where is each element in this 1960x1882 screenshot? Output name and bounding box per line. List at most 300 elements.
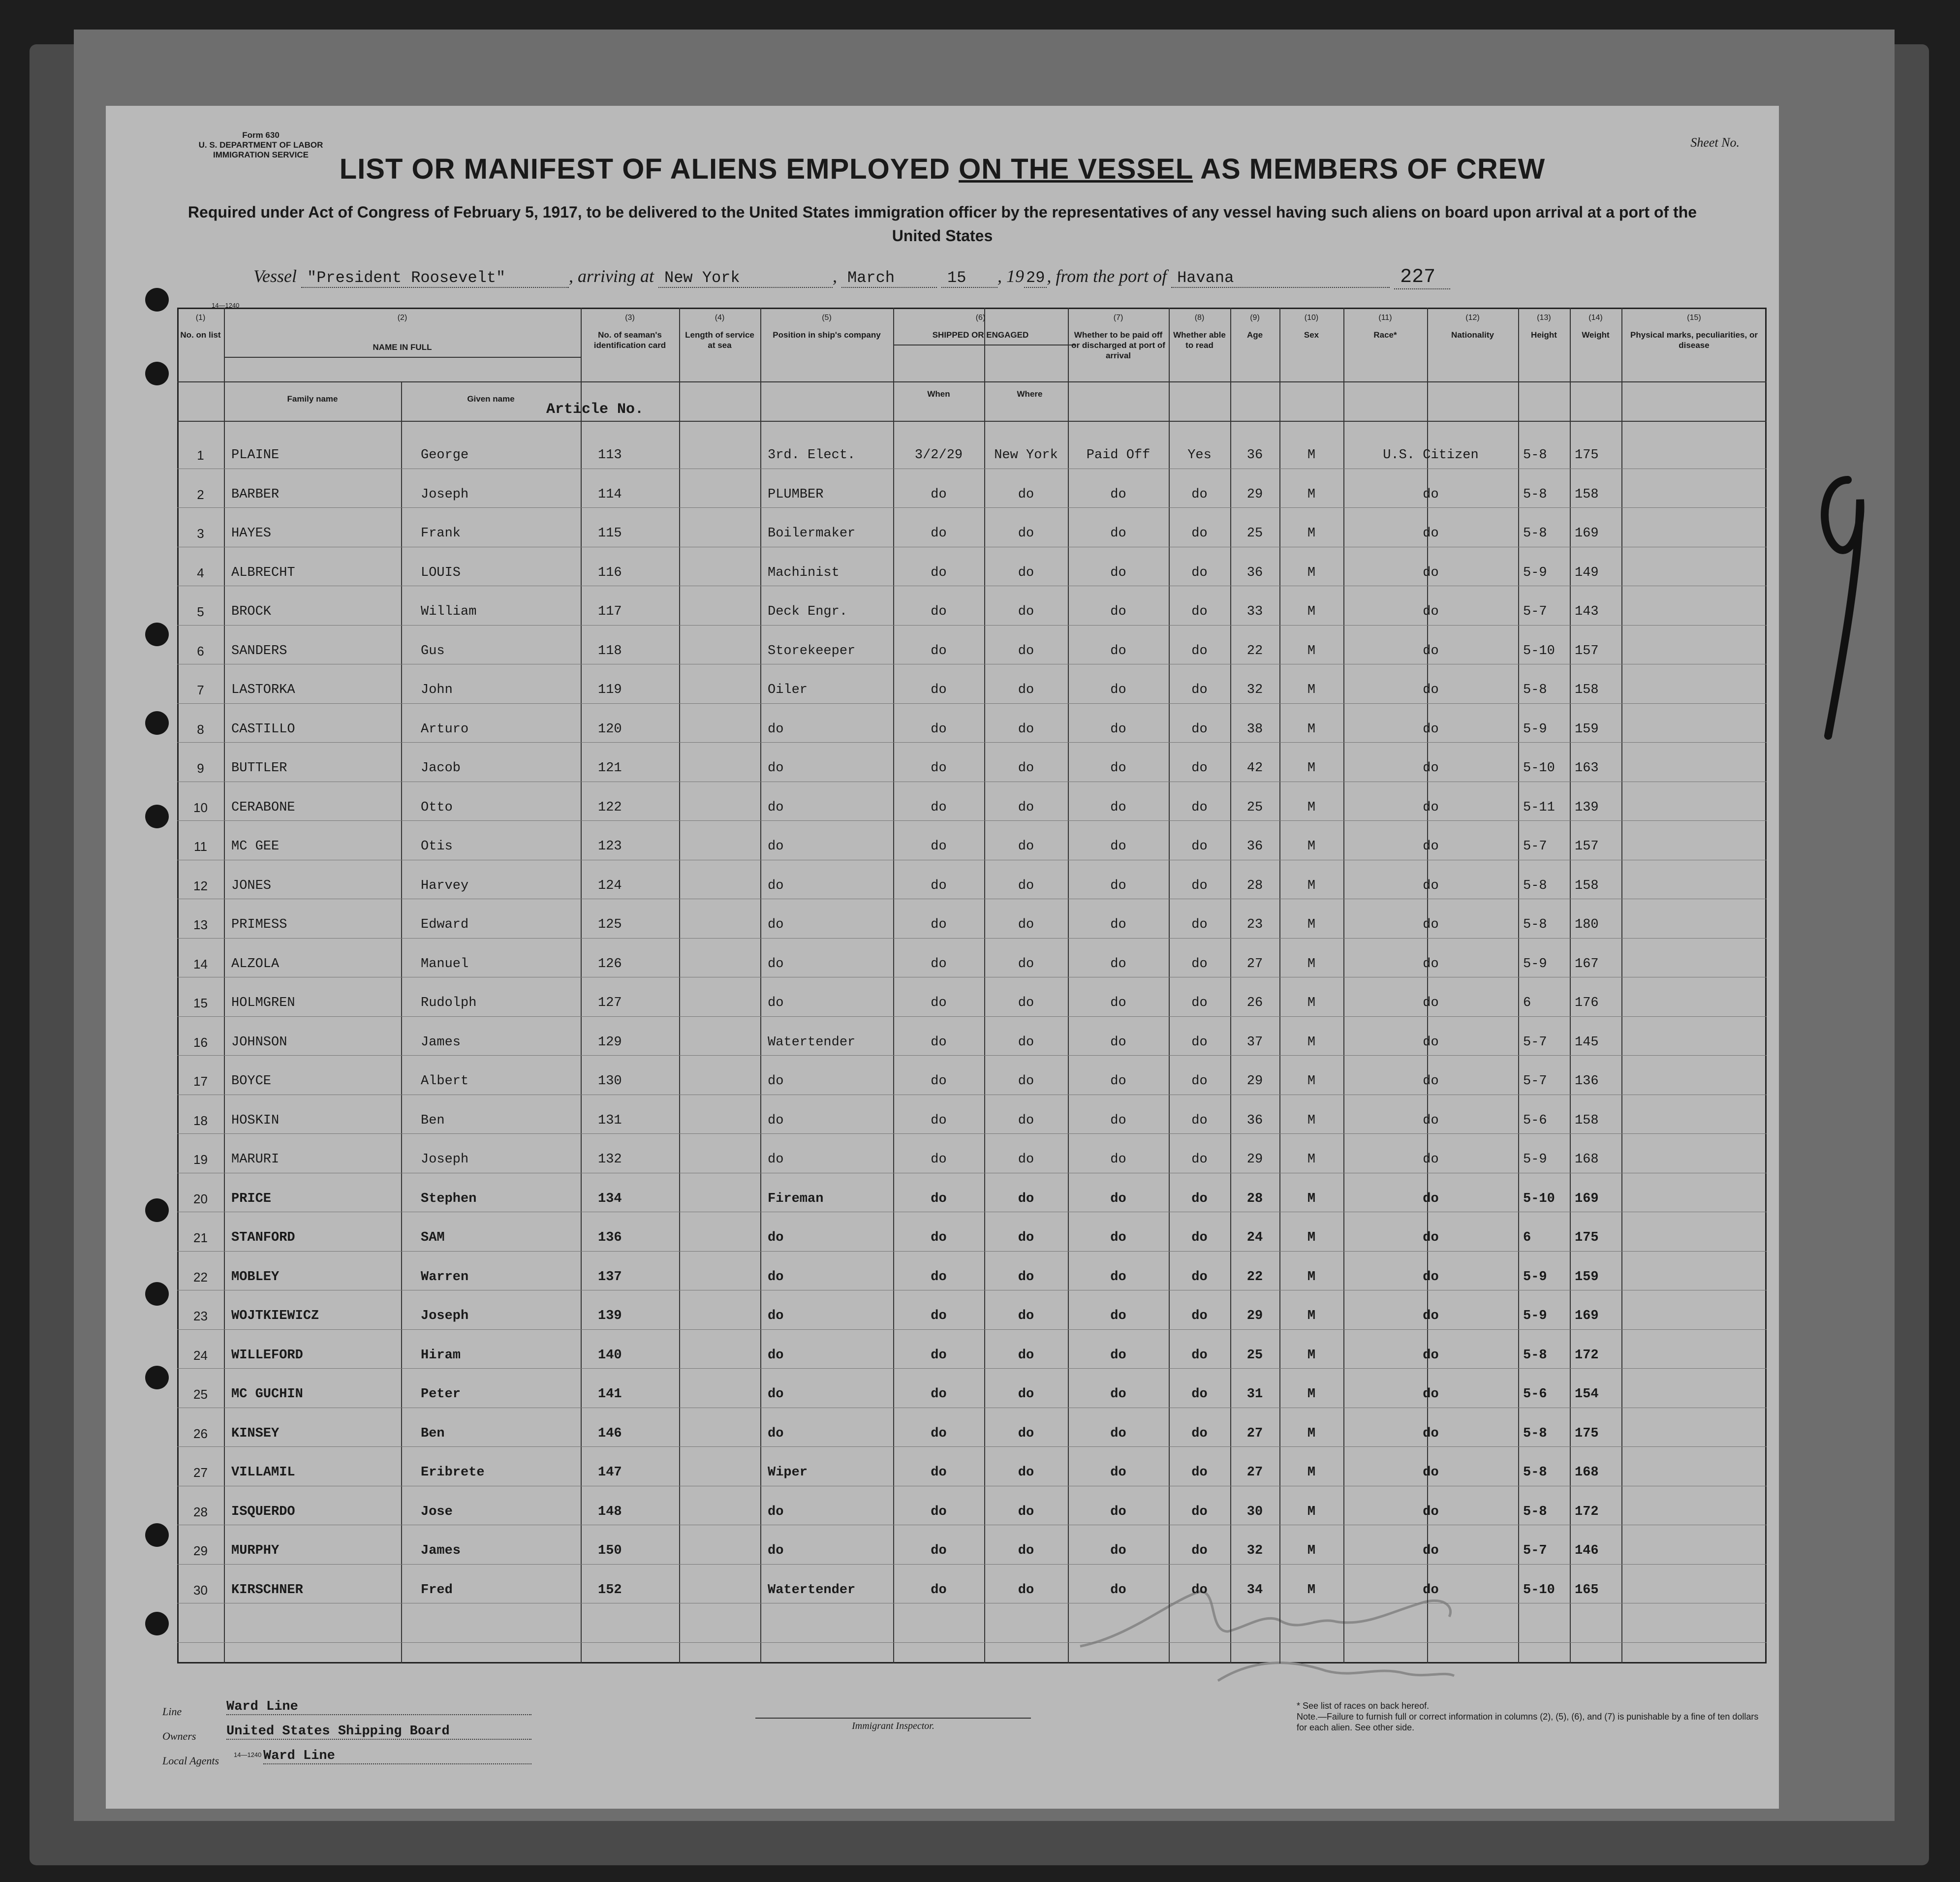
cell-position: Watertender [768, 1035, 856, 1050]
immigrant-inspector-line: Immigrant Inspector. [755, 1718, 1031, 1732]
cell-where: do [1018, 565, 1034, 580]
cell-family: ALZOLA [231, 957, 280, 972]
cell-age: 23 [1246, 917, 1263, 932]
cell-when: do [931, 1348, 947, 1363]
cell-race: do [1423, 683, 1439, 697]
footnote-penalty: Note.—Failure to furnish full or correct information in columns (2), (5), (6), and (7) is punishable by a fine of ten dollars for each alien. See other side. [1297, 1712, 1759, 1732]
local-agents-value: Ward Line [263, 1749, 531, 1764]
cell-read: do [1191, 1426, 1208, 1441]
cell-paid: do [1110, 487, 1126, 502]
cell-when: do [931, 1192, 947, 1206]
cell-height: 5-9 [1523, 565, 1547, 580]
article-number-label: Article No. [546, 401, 644, 418]
cell-card: 139 [598, 1309, 622, 1323]
port-of-arrival: New York [658, 269, 833, 288]
cell-read: do [1191, 1230, 1208, 1245]
cell-card: 115 [598, 526, 622, 541]
cell-family: KINSEY [231, 1426, 280, 1441]
cell-position: Boilermaker [768, 526, 856, 541]
row-rule [177, 625, 1767, 626]
cell-family: HOSKIN [231, 1113, 280, 1128]
cell-sex: M [1307, 878, 1316, 893]
row-rule [177, 1133, 1767, 1134]
cell-sex: M [1307, 1230, 1316, 1245]
column-header-family-name: Family name [287, 394, 338, 404]
cell-position: Fireman [768, 1192, 824, 1206]
cell-race: do [1423, 1113, 1439, 1128]
form-code: 14—1240 [212, 302, 240, 309]
cell-card: 118 [598, 644, 622, 659]
cell-no: 8 [197, 722, 204, 737]
cell-age: 36 [1246, 839, 1263, 854]
cell-race: do [1423, 1230, 1439, 1245]
cell-read: do [1191, 761, 1208, 776]
cell-weight: 158 [1575, 878, 1599, 893]
cell-paid: do [1110, 761, 1126, 776]
cell-no: 9 [197, 761, 204, 776]
column-header-c14: Weight [1582, 330, 1610, 340]
cell-no: 5 [197, 604, 204, 619]
cell-height: 5-7 [1523, 1543, 1547, 1558]
cell-when: do [931, 996, 947, 1010]
cell-where: do [1018, 1309, 1034, 1323]
cell-read: do [1191, 917, 1208, 932]
cell-sex: M [1307, 1309, 1316, 1323]
cell-weight: 159 [1575, 1270, 1599, 1285]
cell-read: do [1191, 1035, 1208, 1050]
cell-paid: do [1110, 1113, 1126, 1128]
cell-no: 26 [193, 1426, 208, 1441]
cell-card: 124 [598, 878, 622, 893]
cell-sex: M [1307, 1387, 1316, 1402]
cell-height: 5-10 [1523, 761, 1555, 776]
cell-when: do [931, 1426, 947, 1441]
column-number-c1: (1) [195, 314, 206, 322]
cell-race: do [1423, 1583, 1439, 1598]
cell-where: do [1018, 996, 1034, 1010]
column-number-c5: (5) [822, 314, 832, 322]
column-number-c9: (9) [1250, 314, 1260, 322]
cell-paid: do [1110, 996, 1126, 1010]
cell-where: do [1018, 839, 1034, 854]
row-rule [177, 938, 1767, 939]
cell-race: do [1423, 1387, 1439, 1402]
column-header-c5: Position in ship's company [773, 330, 881, 340]
cell-no: 30 [193, 1583, 208, 1598]
column-number-c2: (2) [397, 314, 407, 322]
cell-where: do [1018, 683, 1034, 697]
column-header-c7: Whether to be paid off or discharged at port of arrival [1071, 330, 1165, 360]
cell-position: do [768, 1426, 784, 1441]
cell-sex: M [1307, 1035, 1316, 1050]
column-divider [224, 308, 225, 1663]
cell-paid: do [1110, 800, 1126, 815]
cell-where: do [1018, 526, 1034, 541]
page-subtitle: Required under Act of Congress of February 5, 1917, to be delivered to the United States immigration officer by the representatives of any vessel having such aliens on board upon arrival at a port of the United States [187, 203, 1697, 245]
cell-weight: 157 [1575, 839, 1599, 854]
cell-when: do [931, 487, 947, 502]
punch-hole [145, 1612, 169, 1635]
cell-weight: 165 [1575, 1583, 1599, 1598]
cell-given: Jose [421, 1505, 453, 1519]
cell-race: do [1423, 565, 1439, 580]
cell-height: 5-7 [1523, 604, 1547, 619]
cell-family: ALBRECHT [231, 565, 295, 580]
cell-given: Harvey [421, 878, 469, 893]
cell-race: U.S. Citizen [1383, 448, 1479, 463]
column-header-c8: Whether able to read [1173, 330, 1226, 350]
cell-race: do [1423, 761, 1439, 776]
cell-paid: do [1110, 722, 1126, 737]
cell-where: do [1018, 1152, 1034, 1167]
cell-family: CERABONE [231, 800, 295, 815]
cell-height: 5-6 [1523, 1387, 1547, 1402]
cell-height: 5-10 [1523, 644, 1555, 659]
punch-hole [145, 1198, 169, 1222]
cell-age: 42 [1246, 761, 1263, 776]
column-header-c1: No. on list [180, 330, 221, 340]
column-header-c2: NAME IN FULL [373, 343, 432, 352]
title-part: LIST OR MANIFEST OF ALIENS EMPLOYED [339, 153, 959, 185]
cell-paid: do [1110, 878, 1126, 893]
cell-card: 150 [598, 1543, 622, 1558]
form-number: Form 630 [242, 130, 280, 140]
row-rule [177, 1446, 1767, 1447]
cell-family: PRICE [231, 1192, 272, 1206]
column-divider [1068, 308, 1069, 1663]
cell-no: 19 [193, 1152, 208, 1167]
row-rule [177, 1564, 1767, 1565]
cell-weight: 169 [1575, 1309, 1599, 1323]
cell-sex: M [1307, 487, 1316, 502]
cell-given: Joseph [421, 487, 469, 502]
cell-age: 36 [1246, 565, 1263, 580]
cell-position: do [768, 839, 784, 854]
cell-read: do [1191, 722, 1208, 737]
cell-where: do [1018, 1583, 1034, 1598]
port-of-departure: Havana [1171, 269, 1390, 288]
page-title [106, 153, 1779, 186]
cell-race: do [1423, 878, 1439, 893]
cell-card: 117 [598, 604, 622, 619]
cell-given: George [421, 448, 469, 463]
cell-given: Manuel [421, 957, 469, 972]
cell-age: 34 [1246, 1583, 1263, 1598]
cell-no: 23 [193, 1309, 208, 1323]
cell-family: WILLEFORD [231, 1348, 303, 1363]
cell-given: Edward [421, 917, 469, 932]
cell-paid: do [1110, 644, 1126, 659]
cell-family: WOJTKIEWICZ [231, 1309, 319, 1323]
cell-race: do [1423, 1035, 1439, 1050]
cell-read: do [1191, 800, 1208, 815]
cell-card: 129 [598, 1035, 622, 1050]
cell-card: 120 [598, 722, 622, 737]
cell-where: do [1018, 1505, 1034, 1519]
cell-given: Otto [421, 800, 453, 815]
cell-height: 5-8 [1523, 1465, 1547, 1480]
cell-weight: 175 [1575, 448, 1599, 463]
cell-family: ISQUERDO [231, 1505, 295, 1519]
cell-race: do [1423, 1465, 1439, 1480]
cell-weight: 136 [1575, 1074, 1599, 1089]
cell-race: do [1423, 839, 1439, 854]
cell-family: BROCK [231, 604, 272, 619]
column-header-c12: Nationality [1451, 330, 1494, 340]
cell-paid: do [1110, 1152, 1126, 1167]
cell-height: 5-10 [1523, 1583, 1555, 1598]
cell-weight: 180 [1575, 917, 1599, 932]
cell-sex: M [1307, 1465, 1316, 1480]
cell-race: do [1423, 1270, 1439, 1285]
cell-read: do [1191, 957, 1208, 972]
cell-race: do [1423, 644, 1439, 659]
cell-paid: do [1110, 957, 1126, 972]
cell-age: 25 [1246, 800, 1263, 815]
cell-family: CASTILLO [231, 722, 295, 737]
cell-race: do [1423, 526, 1439, 541]
cell-age: 36 [1246, 448, 1263, 463]
cell-position: do [768, 1270, 784, 1285]
cell-no: 2 [197, 487, 204, 502]
cell-given: Hiram [421, 1348, 461, 1363]
cell-when: do [931, 1543, 947, 1558]
column-number-c3: (3) [625, 314, 635, 322]
cell-paid: do [1110, 1505, 1126, 1519]
cell-read: do [1191, 1152, 1208, 1167]
punch-hole [145, 1282, 169, 1306]
cell-no: 10 [193, 800, 208, 815]
cell-race: do [1423, 1505, 1439, 1519]
cell-no: 28 [193, 1505, 208, 1519]
cell-position: 3rd. Elect. [768, 448, 856, 463]
cell-family: STANFORD [231, 1230, 295, 1245]
cell-age: 24 [1246, 1230, 1263, 1245]
cell-no: 27 [193, 1465, 208, 1480]
cell-no: 11 [194, 839, 207, 854]
cell-read: do [1191, 1505, 1208, 1519]
cell-weight: 145 [1575, 1035, 1599, 1050]
column-divider [679, 308, 680, 1663]
cell-family: JOHNSON [231, 1035, 287, 1050]
cell-given: Arturo [421, 722, 469, 737]
cell-where: do [1018, 800, 1034, 815]
column-divider [1169, 308, 1170, 1663]
cell-given: Gus [421, 644, 445, 659]
row-rule [177, 820, 1767, 821]
cell-family: BUTTLER [231, 761, 287, 776]
cell-where: do [1018, 1230, 1034, 1245]
cell-card: 126 [598, 957, 622, 972]
manifest-sheet [106, 106, 1779, 1809]
year-prefix: , 19 [997, 266, 1024, 286]
cell-where: do [1018, 1270, 1034, 1285]
cell-paid: Paid Off [1086, 448, 1151, 463]
cell-paid: do [1110, 1465, 1126, 1480]
cell-card: 147 [598, 1465, 622, 1480]
column-number-c12: (12) [1465, 314, 1480, 322]
form-code-bottom: 14—1240 [234, 1751, 262, 1758]
cell-no: 18 [193, 1113, 208, 1128]
cell-race: do [1423, 487, 1439, 502]
cell-paid: do [1110, 1387, 1126, 1402]
cell-height: 5-8 [1523, 526, 1547, 541]
column-divider [893, 308, 894, 1663]
cell-where: do [1018, 1387, 1034, 1402]
cell-weight: 168 [1575, 1465, 1599, 1480]
column-header-c9: Age [1246, 330, 1263, 340]
cell-read: do [1191, 839, 1208, 854]
punch-hole [145, 288, 169, 312]
cell-age: 30 [1246, 1505, 1263, 1519]
cell-where: do [1018, 1426, 1034, 1441]
arriving-label: , arriving at [568, 266, 654, 286]
column-number-c6: (6) [975, 314, 986, 322]
cell-sex: M [1307, 604, 1316, 619]
list-number: 227 [1394, 266, 1450, 289]
cell-paid: do [1110, 1348, 1126, 1363]
cell-age: 32 [1246, 1543, 1263, 1558]
cell-given: Otis [421, 839, 453, 854]
cell-weight: 175 [1575, 1426, 1599, 1441]
cell-age: 37 [1246, 1035, 1263, 1050]
cell-weight: 157 [1575, 644, 1599, 659]
cell-family: BOYCE [231, 1074, 272, 1089]
cell-weight: 167 [1575, 957, 1599, 972]
arrival-month: March [841, 269, 937, 288]
cell-race: do [1423, 1309, 1439, 1323]
cell-given: LOUIS [421, 565, 461, 580]
cell-height: 5-9 [1523, 1270, 1547, 1285]
cell-position: do [768, 1348, 784, 1363]
cell-card: 141 [598, 1387, 622, 1402]
cell-paid: do [1110, 604, 1126, 619]
cell-sex: M [1307, 839, 1316, 854]
cell-race: do [1423, 1426, 1439, 1441]
cell-height: 5-8 [1523, 1505, 1547, 1519]
cell-no: 29 [193, 1543, 208, 1558]
column-divider [1427, 308, 1428, 1663]
cell-height: 5-11 [1523, 800, 1555, 815]
cell-read: do [1191, 1074, 1208, 1089]
column-header-c10: Sex [1304, 330, 1319, 340]
cell-card: 146 [598, 1426, 622, 1441]
cell-no: 1 [197, 448, 204, 463]
cell-height: 5-6 [1523, 1113, 1547, 1128]
column-header-c11: Race* [1373, 330, 1397, 340]
cell-height: 5-7 [1523, 1035, 1547, 1050]
cell-given: Eribrete [421, 1465, 485, 1480]
row-rule [177, 1016, 1767, 1017]
cell-height: 5-7 [1523, 1074, 1547, 1089]
cell-card: 125 [598, 917, 622, 932]
cell-when: do [931, 839, 947, 854]
cell-when: do [931, 1387, 947, 1402]
cell-read: do [1191, 1270, 1208, 1285]
punch-hole [145, 805, 169, 828]
cell-position: do [768, 1113, 784, 1128]
cell-position: do [768, 1505, 784, 1519]
cell-when: do [931, 957, 947, 972]
header-separator [177, 421, 1767, 422]
cell-card: 130 [598, 1074, 622, 1089]
cell-no: 15 [193, 996, 208, 1010]
cell-family: KIRSCHNER [231, 1583, 303, 1598]
column-header-c13: Height [1531, 330, 1557, 340]
column-header-c4: Length of service at sea [685, 330, 754, 350]
cell-sex: M [1307, 1113, 1316, 1128]
column-number-c4: (4) [715, 314, 725, 322]
cell-read: do [1191, 1387, 1208, 1402]
vessel-name: "President Roosevelt" [301, 269, 569, 288]
cell-read: do [1191, 1583, 1208, 1598]
cell-race: do [1423, 1152, 1439, 1167]
cell-sex: M [1307, 1583, 1316, 1598]
cell-family: PRIMESS [231, 917, 287, 932]
cell-family: HAYES [231, 526, 272, 541]
cell-sex: M [1307, 448, 1316, 463]
cell-position: PLUMBER [768, 487, 824, 502]
cell-when: do [931, 761, 947, 776]
cell-family: JONES [231, 878, 272, 893]
handwritten-nine-mark [1813, 470, 1867, 746]
cell-read: do [1191, 1348, 1208, 1363]
cell-given: Jacob [421, 761, 461, 776]
cell-card: 131 [598, 1113, 622, 1128]
cell-height: 5-10 [1523, 1192, 1555, 1206]
cell-when: do [931, 1230, 947, 1245]
title-part-underlined: ON THE VESSEL [959, 153, 1193, 185]
cell-height: 5-8 [1523, 448, 1547, 463]
cell-height: 6 [1523, 996, 1531, 1010]
cell-weight: 172 [1575, 1348, 1599, 1363]
cell-position: do [768, 917, 784, 932]
cell-paid: do [1110, 1074, 1126, 1089]
column-number-c13: (13) [1537, 314, 1551, 322]
cell-family: BARBER [231, 487, 280, 502]
local-agents-label: Local Agents [162, 1755, 219, 1767]
cell-family: MOBLEY [231, 1270, 280, 1285]
cell-no: 4 [197, 565, 204, 580]
cell-when: do [931, 1113, 947, 1128]
cell-paid: do [1110, 1309, 1126, 1323]
cell-weight: 159 [1575, 722, 1599, 737]
cell-weight: 158 [1575, 683, 1599, 697]
cell-given: Warren [421, 1270, 469, 1285]
cell-race: do [1423, 1074, 1439, 1089]
column-divider [401, 381, 402, 1663]
cell-family: VILLAMIL [231, 1465, 295, 1480]
cell-card: 122 [598, 800, 622, 815]
cell-age: 29 [1246, 487, 1263, 502]
cell-paid: do [1110, 1270, 1126, 1285]
cell-no: 22 [193, 1270, 208, 1285]
cell-read: do [1191, 1113, 1208, 1128]
cell-race: do [1423, 996, 1439, 1010]
cell-read: Yes [1187, 448, 1212, 463]
cell-age: 22 [1246, 644, 1263, 659]
cell-age: 27 [1246, 1426, 1263, 1441]
cell-race: do [1423, 1192, 1439, 1206]
cell-sex: M [1307, 1270, 1316, 1285]
row-rule [177, 507, 1767, 508]
cell-where: do [1018, 1074, 1034, 1089]
column-header-given-name: Given name [467, 394, 515, 404]
cell-age: 22 [1246, 1270, 1263, 1285]
cell-position: do [768, 878, 784, 893]
cell-read: do [1191, 565, 1208, 580]
vessel-line: Vessel "President Roosevelt" , arriving at New York , March 15 , 19 29 , from the port of Havana 227 [253, 266, 1450, 289]
